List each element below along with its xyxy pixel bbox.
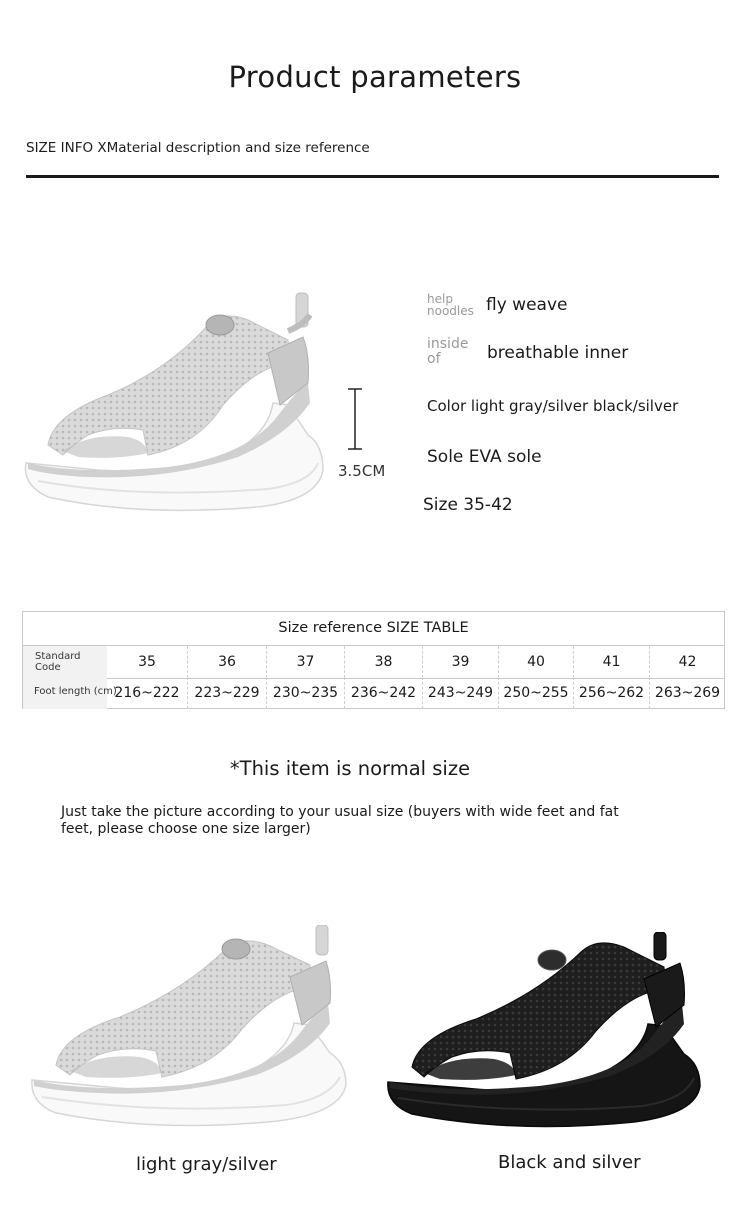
height-dimension-marker (343, 387, 367, 451)
color-spec: Color light gray/silver black/silver (427, 397, 679, 415)
size-cell: 39 (422, 646, 498, 678)
length-cell: 263~269 (649, 677, 725, 709)
foot-length-header: Foot length (cm) (23, 677, 107, 709)
length-row (23, 677, 724, 709)
size-row (23, 646, 724, 679)
size-cell: 38 (344, 646, 422, 678)
length-cell: 223~229 (187, 677, 266, 709)
upper-material-value: fly weave (486, 295, 568, 315)
size-cell: 37 (266, 646, 344, 678)
size-table (22, 611, 725, 709)
length-cell: 250~255 (498, 677, 573, 709)
gray-sandal-image (18, 285, 338, 530)
black-variant-caption: Black and silver (498, 1152, 641, 1173)
length-cell: 256~262 (573, 677, 649, 709)
lining-value: breathable inner (487, 343, 629, 363)
size-cell: 36 (187, 646, 266, 678)
sizing-detail: Just take the picture according to your usual size (buyers with wide feet and fat feet, please choose one size larger) (61, 804, 619, 837)
size-cell: 41 (573, 646, 649, 678)
size-spec: Size 35-42 (423, 495, 513, 515)
lining-label: inside of (427, 336, 469, 367)
size-cell: 42 (649, 646, 725, 678)
standard-code-header: Standard Code (23, 646, 107, 678)
black-variant-image (384, 932, 706, 1142)
height-label: 3.5CM (338, 462, 386, 480)
length-cell: 236~242 (344, 677, 422, 709)
size-table-title: Size reference SIZE TABLE (23, 612, 724, 646)
gray-variant-caption: light gray/silver (136, 1154, 277, 1175)
length-cell: 230~235 (266, 677, 344, 709)
sole-spec: Sole EVA sole (427, 447, 542, 467)
length-cell: 216~222 (114, 685, 180, 701)
page-title: Product parameters (228, 60, 522, 94)
gray-variant-image (28, 925, 358, 1140)
length-cell: 243~249 (422, 677, 498, 709)
sizing-headline: *This item is normal size (229, 757, 471, 780)
upper-material-label: help noodles (427, 292, 474, 318)
section-subtitle: SIZE INFO XMaterial description and size reference (26, 140, 370, 156)
size-cell: 35 (138, 654, 156, 670)
divider (26, 175, 719, 178)
size-cell: 40 (498, 646, 573, 678)
